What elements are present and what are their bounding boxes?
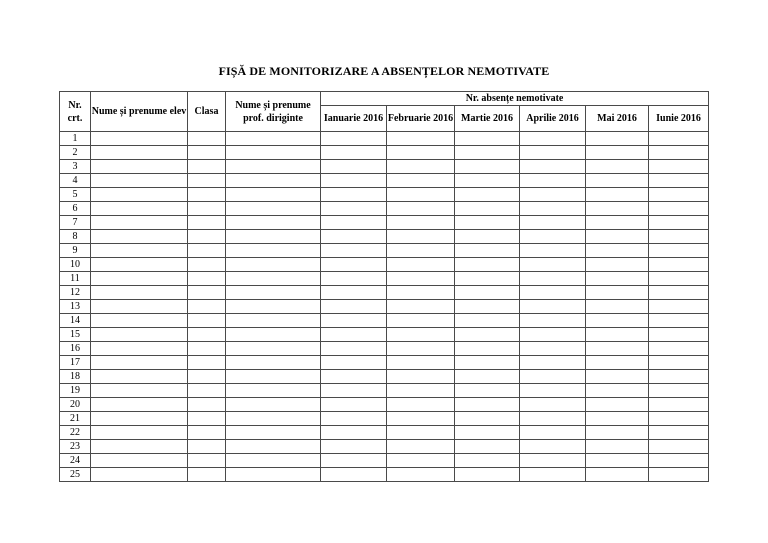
header-month-june: Iunie 2016 bbox=[649, 106, 709, 132]
table-row bbox=[60, 356, 709, 370]
entry-cell bbox=[387, 286, 455, 300]
entry-cell bbox=[91, 146, 188, 160]
header-student-name: Nume și prenume elev bbox=[91, 92, 188, 132]
entry-cell bbox=[455, 132, 520, 146]
entry-cell bbox=[91, 454, 188, 468]
entry-cell bbox=[188, 258, 226, 272]
entry-cell bbox=[321, 286, 387, 300]
entry-cell bbox=[455, 188, 520, 202]
row-number: 3 bbox=[60, 160, 91, 174]
entry-cell bbox=[455, 384, 520, 398]
entry-cell bbox=[649, 286, 709, 300]
entry-cell bbox=[520, 160, 586, 174]
entry-cell bbox=[91, 258, 188, 272]
row-number: 7 bbox=[60, 216, 91, 230]
entry-cell bbox=[321, 314, 387, 328]
entry-cell bbox=[586, 272, 649, 286]
entry-cell bbox=[188, 272, 226, 286]
entry-cell bbox=[586, 160, 649, 174]
entry-cell bbox=[520, 384, 586, 398]
entry-cell bbox=[586, 426, 649, 440]
entry-cell bbox=[91, 328, 188, 342]
entry-cell bbox=[520, 314, 586, 328]
entry-cell bbox=[321, 202, 387, 216]
entry-cell bbox=[91, 160, 188, 174]
entry-cell bbox=[188, 174, 226, 188]
entry-cell bbox=[91, 314, 188, 328]
entry-cell bbox=[455, 160, 520, 174]
entry-cell bbox=[455, 468, 520, 482]
entry-cell bbox=[188, 230, 226, 244]
entry-cell bbox=[387, 244, 455, 258]
entry-cell bbox=[188, 426, 226, 440]
entry-cell bbox=[321, 272, 387, 286]
entry-cell bbox=[321, 174, 387, 188]
entry-cell bbox=[91, 286, 188, 300]
entry-cell bbox=[586, 174, 649, 188]
entry-cell bbox=[649, 230, 709, 244]
entry-cell bbox=[586, 216, 649, 230]
table-row bbox=[60, 132, 709, 146]
table-row bbox=[60, 300, 709, 314]
entry-cell bbox=[455, 230, 520, 244]
entry-cell bbox=[387, 230, 455, 244]
table-row bbox=[60, 342, 709, 356]
entry-cell bbox=[226, 188, 321, 202]
entry-cell bbox=[520, 216, 586, 230]
entry-cell bbox=[188, 132, 226, 146]
entry-cell bbox=[455, 174, 520, 188]
entry-cell bbox=[455, 412, 520, 426]
entry-cell bbox=[455, 300, 520, 314]
entry-cell bbox=[226, 356, 321, 370]
entry-cell bbox=[649, 132, 709, 146]
entry-cell bbox=[226, 440, 321, 454]
table-row bbox=[60, 468, 709, 482]
entry-cell bbox=[321, 454, 387, 468]
entry-cell bbox=[586, 286, 649, 300]
row-number: 15 bbox=[60, 328, 91, 342]
table-row bbox=[60, 230, 709, 244]
entry-cell bbox=[520, 202, 586, 216]
entry-cell bbox=[226, 174, 321, 188]
page-title: FIȘĂ DE MONITORIZARE A ABSENȚELOR NEMOTIVATE bbox=[218, 64, 550, 78]
entry-cell bbox=[91, 356, 188, 370]
entry-cell bbox=[226, 202, 321, 216]
entry-cell bbox=[455, 342, 520, 356]
entry-cell bbox=[188, 216, 226, 230]
entry-cell bbox=[387, 202, 455, 216]
entry-cell bbox=[520, 342, 586, 356]
entry-cell bbox=[649, 342, 709, 356]
row-number: 20 bbox=[60, 398, 91, 412]
entry-cell bbox=[586, 384, 649, 398]
table-row bbox=[60, 426, 709, 440]
entry-cell bbox=[188, 342, 226, 356]
entry-cell bbox=[321, 146, 387, 160]
row-number: 9 bbox=[60, 244, 91, 258]
entry-cell bbox=[520, 328, 586, 342]
entry-cell bbox=[387, 468, 455, 482]
entry-cell bbox=[226, 454, 321, 468]
entry-cell bbox=[91, 426, 188, 440]
entry-cell bbox=[520, 132, 586, 146]
table-row bbox=[60, 454, 709, 468]
entry-cell bbox=[188, 398, 226, 412]
entry-cell bbox=[188, 356, 226, 370]
header-absences-group: Nr. absențe nemotivate bbox=[321, 92, 709, 106]
entry-cell bbox=[188, 202, 226, 216]
entry-cell bbox=[188, 412, 226, 426]
entry-cell bbox=[226, 426, 321, 440]
entry-cell bbox=[649, 398, 709, 412]
entry-cell bbox=[91, 398, 188, 412]
entry-cell bbox=[226, 370, 321, 384]
entry-cell bbox=[226, 258, 321, 272]
entry-cell bbox=[387, 370, 455, 384]
entry-cell bbox=[321, 216, 387, 230]
entry-cell bbox=[188, 286, 226, 300]
entry-cell bbox=[91, 132, 188, 146]
entry-cell bbox=[649, 440, 709, 454]
table-row bbox=[60, 202, 709, 216]
entry-cell bbox=[586, 468, 649, 482]
entry-cell bbox=[226, 468, 321, 482]
entry-cell bbox=[321, 328, 387, 342]
entry-cell bbox=[226, 146, 321, 160]
row-number: 1 bbox=[60, 132, 91, 146]
entry-cell bbox=[387, 258, 455, 272]
entry-cell bbox=[226, 244, 321, 258]
entry-cell bbox=[226, 398, 321, 412]
entry-cell bbox=[520, 244, 586, 258]
entry-cell bbox=[586, 342, 649, 356]
table-row bbox=[60, 160, 709, 174]
row-number: 16 bbox=[60, 342, 91, 356]
entry-cell bbox=[387, 272, 455, 286]
entry-cell bbox=[387, 188, 455, 202]
entry-cell bbox=[226, 300, 321, 314]
header-month-may: Mai 2016 bbox=[586, 106, 649, 132]
header-month-january: Ianuarie 2016 bbox=[321, 106, 387, 132]
entry-cell bbox=[321, 244, 387, 258]
row-number: 25 bbox=[60, 468, 91, 482]
table-row bbox=[60, 286, 709, 300]
entry-cell bbox=[586, 328, 649, 342]
entry-cell bbox=[649, 272, 709, 286]
entry-cell bbox=[649, 314, 709, 328]
entry-cell bbox=[586, 244, 649, 258]
table-row bbox=[60, 258, 709, 272]
entry-cell bbox=[387, 160, 455, 174]
entry-cell bbox=[387, 174, 455, 188]
table-row bbox=[60, 244, 709, 258]
entry-cell bbox=[455, 202, 520, 216]
entry-cell bbox=[649, 468, 709, 482]
entry-cell bbox=[226, 412, 321, 426]
header-month-april: Aprilie 2016 bbox=[520, 106, 586, 132]
entry-cell bbox=[387, 328, 455, 342]
entry-cell bbox=[649, 160, 709, 174]
entry-cell bbox=[91, 300, 188, 314]
entry-cell bbox=[520, 272, 586, 286]
entry-cell bbox=[586, 258, 649, 272]
entry-cell bbox=[226, 328, 321, 342]
entry-cell bbox=[226, 272, 321, 286]
entry-cell bbox=[321, 356, 387, 370]
entry-cell bbox=[387, 314, 455, 328]
entry-cell bbox=[321, 258, 387, 272]
entry-cell bbox=[649, 370, 709, 384]
entry-cell bbox=[520, 356, 586, 370]
entry-cell bbox=[455, 286, 520, 300]
entry-cell bbox=[188, 146, 226, 160]
entry-cell bbox=[188, 468, 226, 482]
row-number: 8 bbox=[60, 230, 91, 244]
table-body bbox=[60, 132, 709, 482]
entry-cell bbox=[586, 370, 649, 384]
row-number: 23 bbox=[60, 440, 91, 454]
row-number: 24 bbox=[60, 454, 91, 468]
entry-cell bbox=[321, 188, 387, 202]
entry-cell bbox=[586, 202, 649, 216]
entry-cell bbox=[455, 272, 520, 286]
entry-cell bbox=[649, 412, 709, 426]
entry-cell bbox=[321, 300, 387, 314]
entry-cell bbox=[321, 132, 387, 146]
entry-cell bbox=[226, 160, 321, 174]
entry-cell bbox=[649, 258, 709, 272]
entry-cell bbox=[586, 132, 649, 146]
entry-cell bbox=[520, 230, 586, 244]
absence-monitoring-table bbox=[59, 91, 709, 482]
table-row bbox=[60, 398, 709, 412]
row-number: 11 bbox=[60, 272, 91, 286]
row-number: 6 bbox=[60, 202, 91, 216]
entry-cell bbox=[586, 398, 649, 412]
header-nr-crt: Nr. crt. bbox=[60, 92, 91, 132]
entry-cell bbox=[649, 146, 709, 160]
table-row bbox=[60, 272, 709, 286]
entry-cell bbox=[91, 188, 188, 202]
entry-cell bbox=[649, 188, 709, 202]
entry-cell bbox=[387, 440, 455, 454]
entry-cell bbox=[387, 426, 455, 440]
entry-cell bbox=[91, 342, 188, 356]
entry-cell bbox=[226, 314, 321, 328]
row-number: 21 bbox=[60, 412, 91, 426]
entry-cell bbox=[226, 342, 321, 356]
entry-cell bbox=[586, 300, 649, 314]
entry-cell bbox=[387, 384, 455, 398]
entry-cell bbox=[455, 328, 520, 342]
row-number: 4 bbox=[60, 174, 91, 188]
entry-cell bbox=[455, 244, 520, 258]
entry-cell bbox=[387, 216, 455, 230]
entry-cell bbox=[321, 370, 387, 384]
table-row bbox=[60, 314, 709, 328]
entry-cell bbox=[649, 244, 709, 258]
entry-cell bbox=[520, 454, 586, 468]
entry-cell bbox=[455, 258, 520, 272]
table-row bbox=[60, 146, 709, 160]
entry-cell bbox=[321, 468, 387, 482]
table-row bbox=[60, 328, 709, 342]
entry-cell bbox=[91, 244, 188, 258]
entry-cell bbox=[520, 440, 586, 454]
row-number: 14 bbox=[60, 314, 91, 328]
entry-cell bbox=[649, 454, 709, 468]
entry-cell bbox=[586, 230, 649, 244]
entry-cell bbox=[188, 328, 226, 342]
entry-cell bbox=[455, 314, 520, 328]
row-number: 19 bbox=[60, 384, 91, 398]
entry-cell bbox=[520, 258, 586, 272]
entry-cell bbox=[455, 146, 520, 160]
entry-cell bbox=[520, 146, 586, 160]
entry-cell bbox=[520, 188, 586, 202]
entry-cell bbox=[387, 412, 455, 426]
entry-cell bbox=[387, 454, 455, 468]
entry-cell bbox=[520, 426, 586, 440]
entry-cell bbox=[321, 342, 387, 356]
entry-cell bbox=[91, 384, 188, 398]
table-row bbox=[60, 216, 709, 230]
entry-cell bbox=[387, 398, 455, 412]
entry-cell bbox=[649, 202, 709, 216]
entry-cell bbox=[649, 384, 709, 398]
entry-cell bbox=[188, 384, 226, 398]
table-row bbox=[60, 188, 709, 202]
entry-cell bbox=[226, 216, 321, 230]
table-row bbox=[60, 174, 709, 188]
entry-cell bbox=[455, 356, 520, 370]
entry-cell bbox=[520, 370, 586, 384]
entry-cell bbox=[91, 468, 188, 482]
entry-cell bbox=[91, 202, 188, 216]
entry-cell bbox=[586, 188, 649, 202]
entry-cell bbox=[455, 370, 520, 384]
entry-cell bbox=[387, 132, 455, 146]
entry-cell bbox=[455, 454, 520, 468]
row-number: 5 bbox=[60, 188, 91, 202]
entry-cell bbox=[520, 174, 586, 188]
header-class: Clasa bbox=[188, 92, 226, 132]
entry-cell bbox=[586, 146, 649, 160]
entry-cell bbox=[321, 160, 387, 174]
table-row bbox=[60, 370, 709, 384]
entry-cell bbox=[226, 132, 321, 146]
entry-cell bbox=[586, 454, 649, 468]
row-number: 17 bbox=[60, 356, 91, 370]
row-number: 22 bbox=[60, 426, 91, 440]
row-number: 12 bbox=[60, 286, 91, 300]
entry-cell bbox=[455, 216, 520, 230]
row-number: 18 bbox=[60, 370, 91, 384]
entry-cell bbox=[188, 300, 226, 314]
entry-cell bbox=[649, 328, 709, 342]
entry-cell bbox=[91, 272, 188, 286]
entry-cell bbox=[321, 412, 387, 426]
entry-cell bbox=[455, 440, 520, 454]
entry-cell bbox=[649, 300, 709, 314]
header-month-february: Februarie 2016 bbox=[387, 106, 455, 132]
entry-cell bbox=[188, 454, 226, 468]
entry-cell bbox=[91, 412, 188, 426]
row-number: 13 bbox=[60, 300, 91, 314]
entry-cell bbox=[586, 412, 649, 426]
entry-cell bbox=[649, 174, 709, 188]
entry-cell bbox=[649, 356, 709, 370]
entry-cell bbox=[649, 216, 709, 230]
entry-cell bbox=[226, 384, 321, 398]
entry-cell bbox=[91, 216, 188, 230]
table-row bbox=[60, 384, 709, 398]
entry-cell bbox=[387, 146, 455, 160]
entry-cell bbox=[520, 300, 586, 314]
entry-cell bbox=[520, 412, 586, 426]
entry-cell bbox=[455, 426, 520, 440]
entry-cell bbox=[188, 188, 226, 202]
entry-cell bbox=[91, 174, 188, 188]
entry-cell bbox=[321, 440, 387, 454]
entry-cell bbox=[91, 230, 188, 244]
entry-cell bbox=[226, 286, 321, 300]
row-number: 10 bbox=[60, 258, 91, 272]
entry-cell bbox=[586, 356, 649, 370]
entry-cell bbox=[520, 468, 586, 482]
entry-cell bbox=[188, 160, 226, 174]
entry-cell bbox=[321, 398, 387, 412]
entry-cell bbox=[520, 398, 586, 412]
header-month-march: Martie 2016 bbox=[455, 106, 520, 132]
entry-cell bbox=[188, 370, 226, 384]
entry-cell bbox=[387, 356, 455, 370]
entry-cell bbox=[387, 342, 455, 356]
entry-cell bbox=[520, 286, 586, 300]
table-row bbox=[60, 412, 709, 426]
header-teacher-name: Nume și prenume prof. diriginte bbox=[226, 92, 321, 132]
entry-cell bbox=[321, 230, 387, 244]
entry-cell bbox=[586, 440, 649, 454]
entry-cell bbox=[321, 426, 387, 440]
entry-cell bbox=[91, 440, 188, 454]
entry-cell bbox=[321, 384, 387, 398]
entry-cell bbox=[649, 426, 709, 440]
row-number: 2 bbox=[60, 146, 91, 160]
entry-cell bbox=[455, 398, 520, 412]
entry-cell bbox=[188, 440, 226, 454]
entry-cell bbox=[387, 300, 455, 314]
entry-cell bbox=[91, 370, 188, 384]
entry-cell bbox=[188, 314, 226, 328]
table-row bbox=[60, 440, 709, 454]
entry-cell bbox=[226, 230, 321, 244]
entry-cell bbox=[586, 314, 649, 328]
entry-cell bbox=[188, 244, 226, 258]
